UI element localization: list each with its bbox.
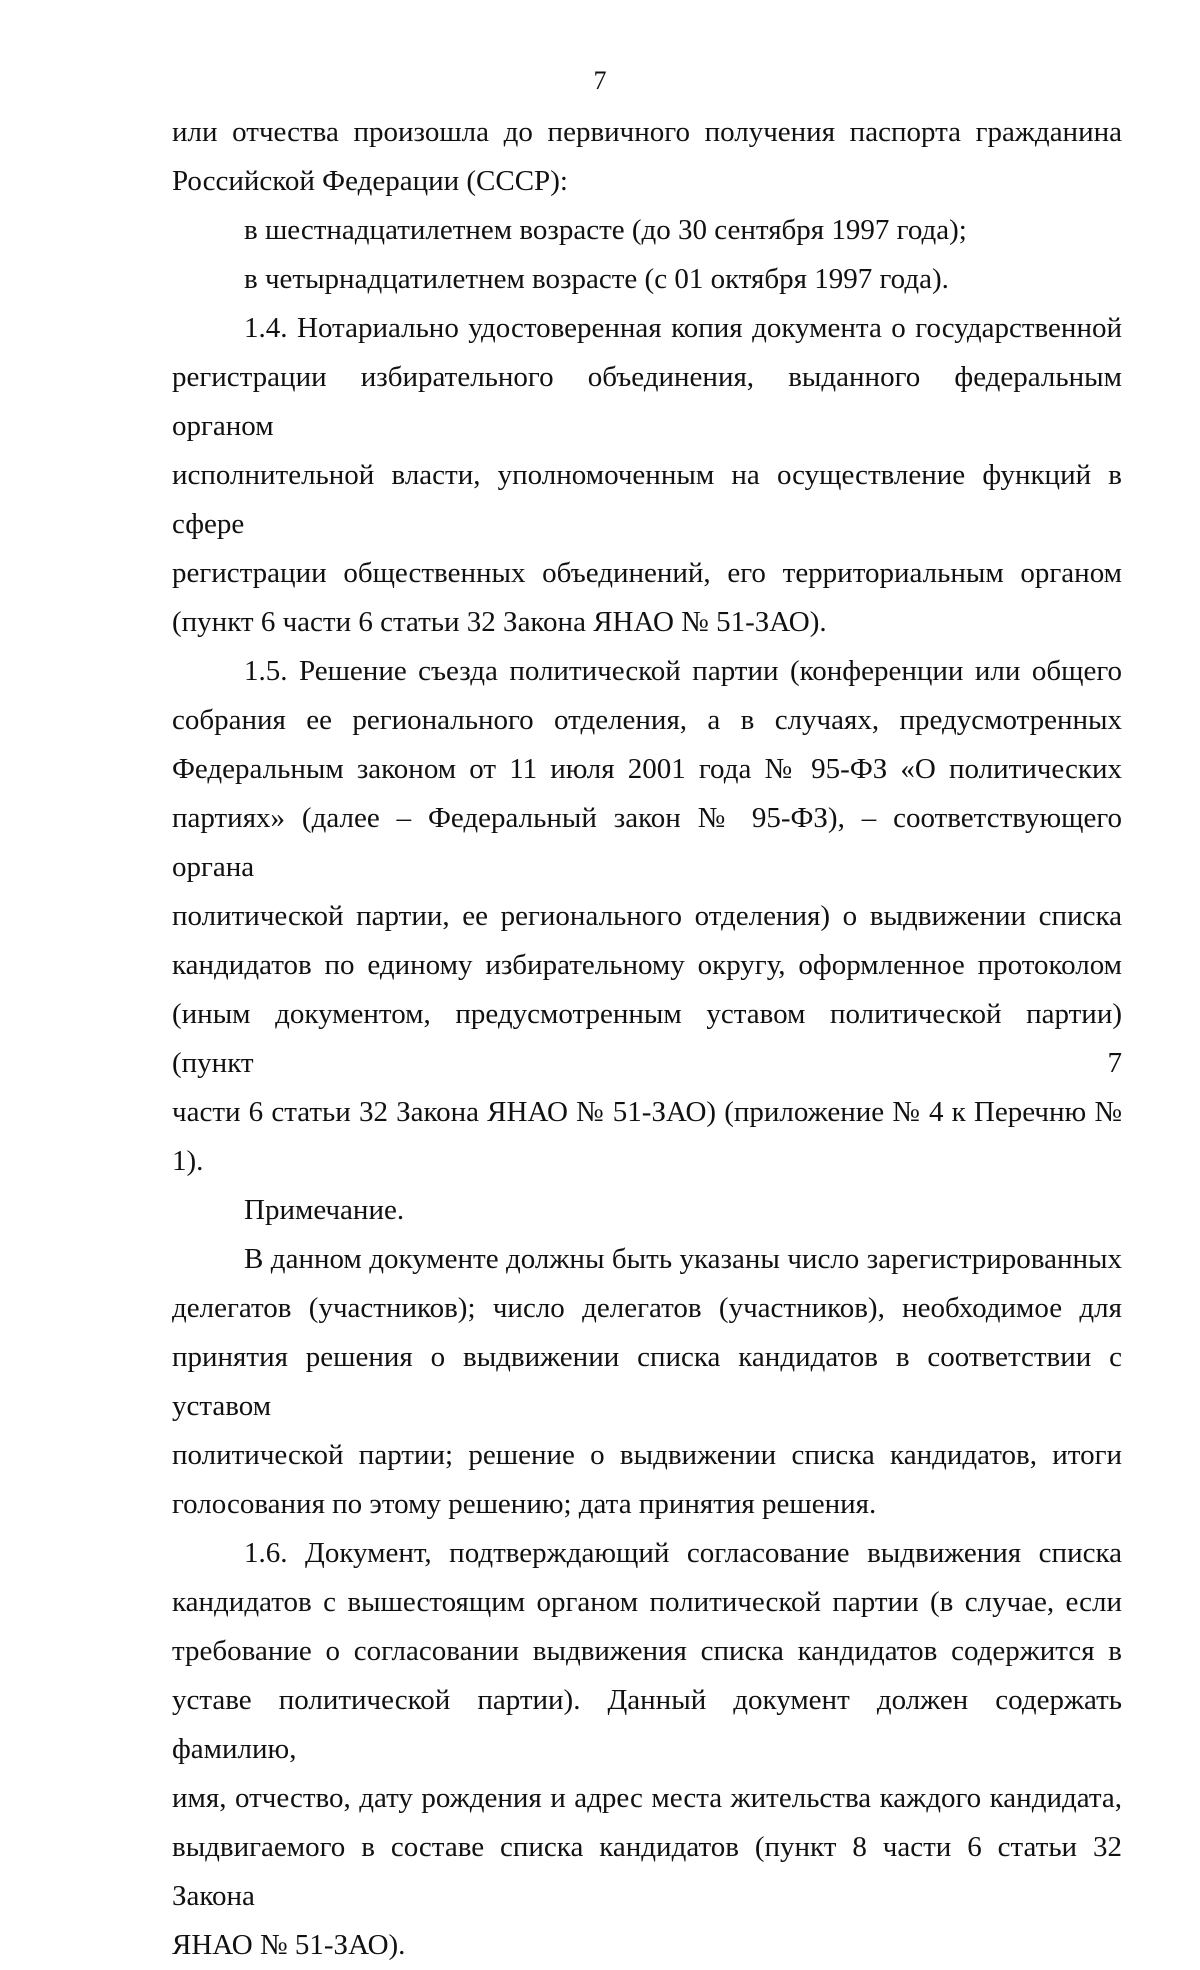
text-line: кандидатов по единому избирательному округу, оформленное протоколом	[172, 949, 1122, 981]
note-heading	[172, 1186, 1122, 1235]
text-line: делегатов (участников); число делегатов (участников), необходимое для	[172, 1292, 1122, 1324]
text-line: голосования по этому решению; дата принятия решения.	[172, 1488, 877, 1520]
text-line: политической партии, ее регионального отделения) о выдвижении списка	[172, 900, 1122, 932]
text-line: или отчества произошла до первичного получения паспорта гражданина	[172, 116, 1122, 148]
text-line: регистрации избирательного объединения, выданного федеральным органом	[172, 361, 1122, 442]
note-body	[172, 1235, 1122, 1529]
text-line: собрания ее регионального отделения, а в случаях, предусмотренных	[172, 704, 1122, 736]
text-line: ЯНАО № 51-ЗАО).	[172, 1929, 406, 1961]
text-line: 1.4. Нотариально удостоверенная копия документа о государственной	[244, 312, 1122, 344]
page-number: 7	[593, 66, 607, 95]
text-line: Российской Федерации (СССР):	[172, 165, 568, 197]
paragraph-continuation	[172, 108, 1122, 206]
text-line: в шестнадцатилетнем возрасте (до 30 сентября 1997 года);	[244, 214, 967, 246]
text-line: принятия решения о выдвижении списка кандидатов в соответствии с уставом	[172, 1341, 1122, 1422]
text-line: в четырнадцатилетнем возрасте (с 01 октября 1997 года).	[244, 263, 949, 295]
text-line: Примечание.	[244, 1194, 405, 1226]
text-line: кандидатов с вышестоящим органом политической партии (в случае, если	[172, 1586, 1122, 1618]
text-line: партиях» (далее – Федеральный закон № 95-ФЗ), – соответствующего органа	[172, 802, 1122, 883]
text-line: 1.6. Документ, подтверждающий согласование выдвижения списка	[244, 1537, 1122, 1569]
text-line: требование о согласовании выдвижения списка кандидатов содержится в	[172, 1635, 1122, 1667]
text-line: 1.5. Решение съезда политической партии (конференции или общего	[244, 655, 1122, 687]
text-line: (пункт 6 части 6 статьи 32 Закона ЯНАО № 51-ЗАО).	[172, 606, 827, 638]
document-body	[172, 108, 1122, 1970]
text-line: исполнительной власти, уполномоченным на осуществление функций в сфере	[172, 459, 1122, 540]
paragraph-item-1-6	[172, 1529, 1122, 1970]
text-line: уставе политической партии). Данный документ должен содержать фамилию,	[172, 1684, 1122, 1765]
text-line: (иным документом, предусмотренным уставом политической партии) (пункт 7	[172, 998, 1122, 1079]
paragraph-item-1-4	[172, 304, 1122, 647]
paragraph-list-item	[172, 206, 1122, 255]
text-line: части 6 статьи 32 Закона ЯНАО № 51-ЗАО) (приложение № 4 к Перечню № 1).	[172, 1096, 1122, 1177]
paragraph-item-1-5	[172, 647, 1122, 1186]
text-line: выдвигаемого в составе списка кандидатов (пункт 8 части 6 статьи 32 Закона	[172, 1831, 1122, 1912]
text-line: политической партии; решение о выдвижении списка кандидатов, итоги	[172, 1439, 1122, 1471]
text-line: регистрации общественных объединений, его территориальным органом	[172, 557, 1122, 589]
text-line: В данном документе должны быть указаны число зарегистрированных	[244, 1243, 1122, 1275]
text-line: Федеральным законом от 11 июля 2001 года № 95-ФЗ «О политических	[172, 753, 1122, 785]
paragraph-list-item	[172, 255, 1122, 304]
text-line: имя, отчество, дату рождения и адрес места жительства каждого кандидата,	[172, 1782, 1122, 1814]
